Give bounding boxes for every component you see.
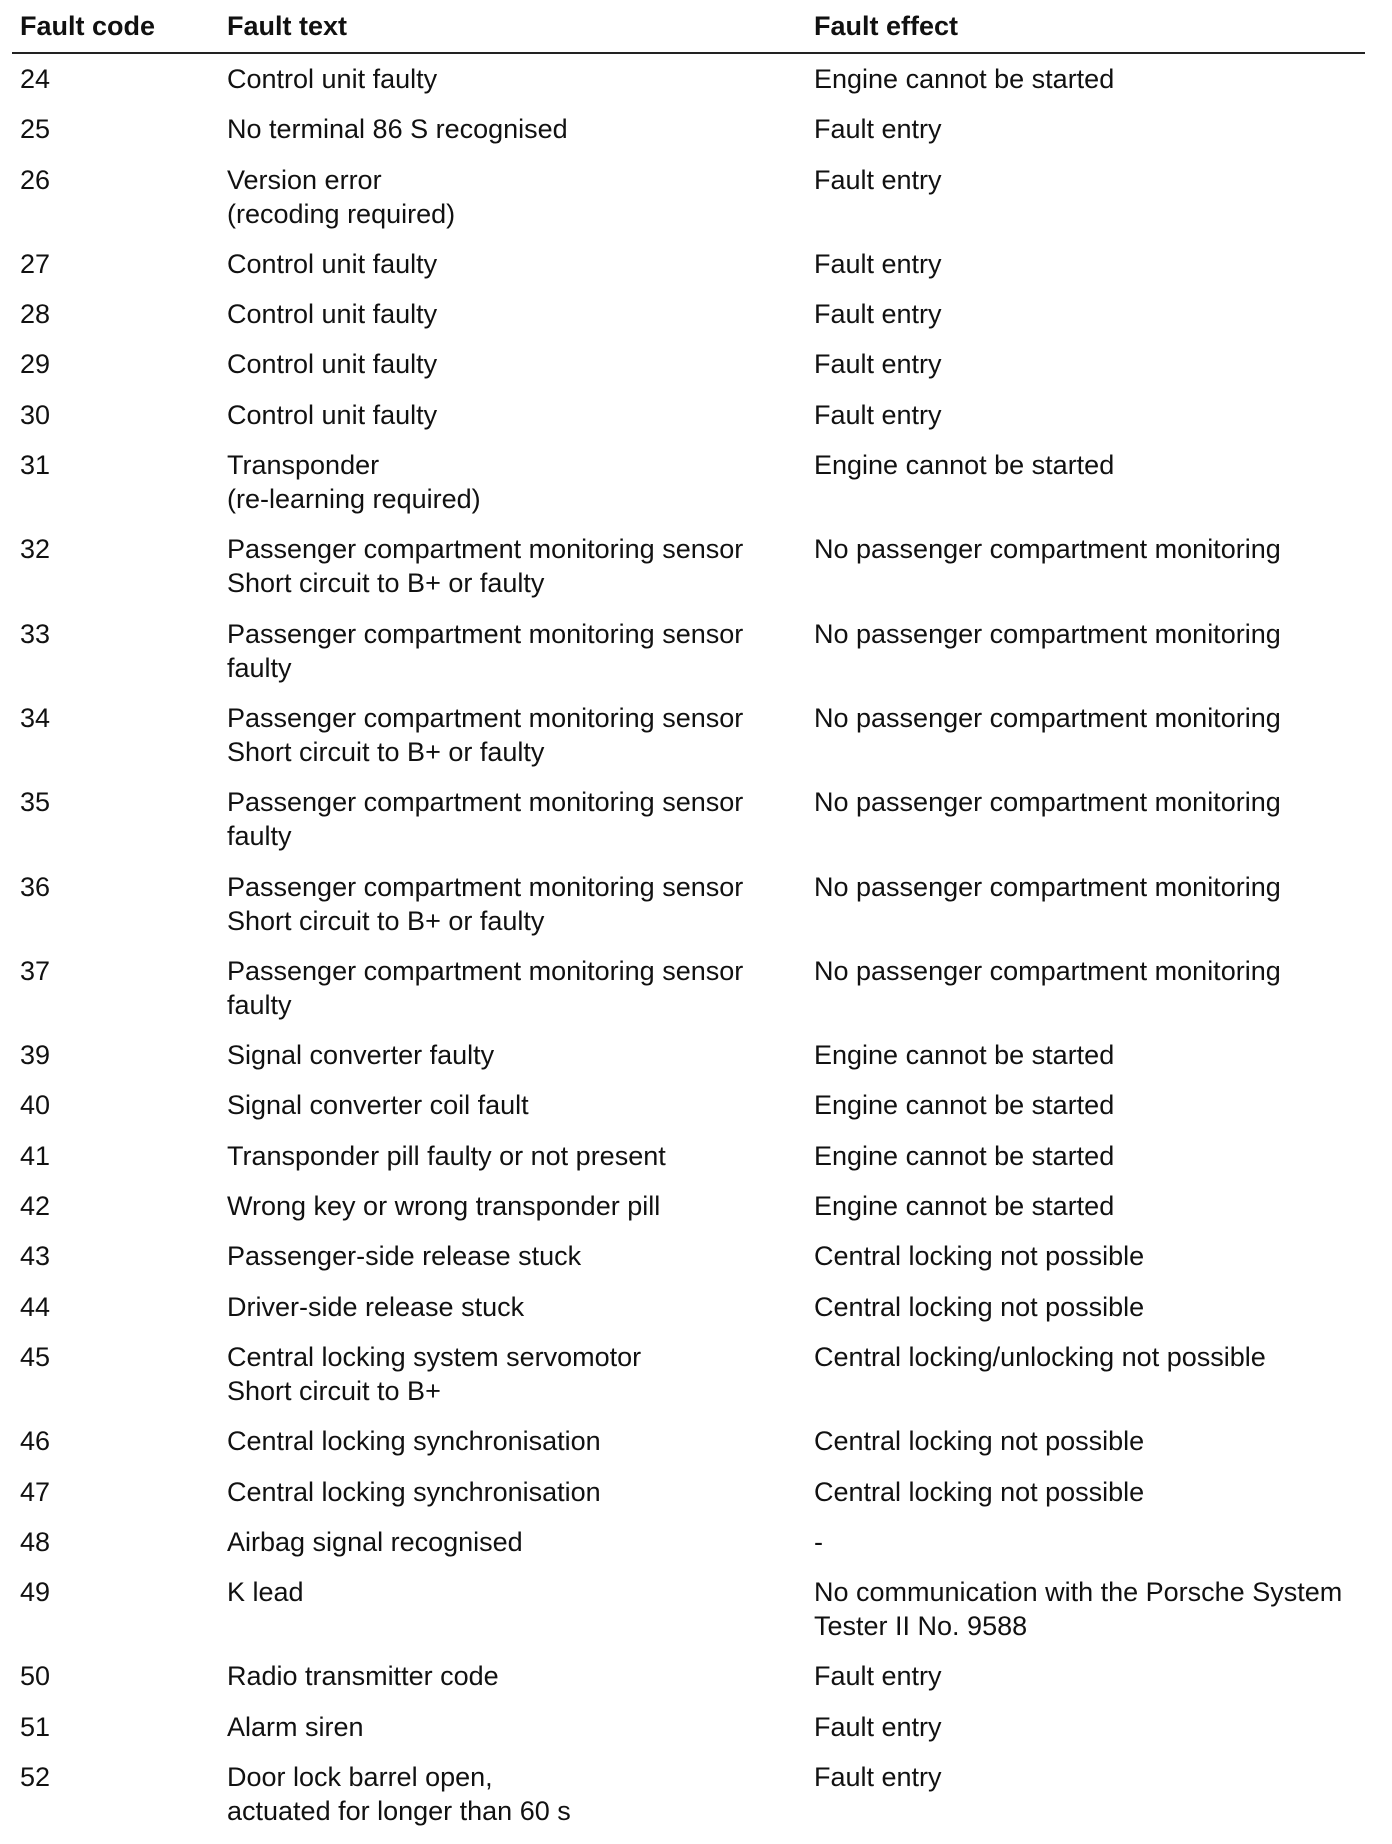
fault-effect-cell: Fault entry [814,114,942,145]
fault-effect-cell: Engine cannot be started [814,1040,1115,1071]
fault-code-cell: 30 [20,399,51,430]
fault-code-cell: 24 [20,64,51,94]
fault-text-cell: Radio transmitter code [227,1661,499,1692]
table-row [0,62,1392,112]
table-row [0,1340,1392,1424]
fault-code-cell: 34 [20,702,51,733]
fault-effect-cell: Engine cannot be started [814,1191,1115,1222]
fault-text-cell: Central locking synchronisation [227,1476,601,1507]
fault-effect-cell: Engine cannot be started [814,1140,1115,1171]
fault-code-cell: 40 [20,1090,51,1121]
fault-code-cell: 45 [20,1341,51,1372]
fault-text-cell: Control unit faulty [227,299,438,330]
fault-effect-cell: Central locking not possible [814,1426,1145,1457]
table-row [0,617,1392,701]
fault-code-cell: 44 [20,1291,51,1322]
table-row [0,532,1392,616]
fault-text-cell: Signal converter faulty [227,1040,495,1071]
fault-code-cell: 33 [20,618,51,649]
fault-effect-cell: Fault entry [814,399,942,430]
fault-code-cell: 25 [20,114,51,145]
fault-text-cell: Door lock barrel open, actuated for longer than 60 s [227,1762,571,1827]
fault-text-cell: Wrong key or wrong transponder pill [227,1191,661,1222]
fault-effect-cell: Fault entry [814,299,942,330]
fault-code-cell: 29 [20,349,51,380]
table-row [0,247,1392,297]
fault-code-cell: 48 [20,1526,51,1557]
fault-code-cell: 49 [20,1577,51,1608]
fault-text-cell: Passenger compartment monitoring sensor faulty [227,618,744,683]
table-row [0,870,1392,954]
fault-text-cell: Transponder (re-learning required) [227,450,481,515]
table-row [0,1760,1392,1844]
fault-text-cell: Transponder pill faulty or not present [227,1140,666,1171]
fault-code-cell: 43 [20,1241,51,1272]
table-row [0,1475,1392,1525]
fault-code-cell: 41 [20,1140,51,1171]
fault-effect-cell: Fault entry [814,1762,942,1793]
fault-code-cell: 36 [20,871,51,902]
table-row [0,448,1392,532]
table-header [12,0,1365,54]
fault-effect-cell: No passenger compartment monitoring [814,787,1281,818]
fault-code-cell: 42 [20,1191,51,1222]
fault-text-cell: Control unit faulty [227,349,438,380]
fault-effect-cell: No communication with the Porsche System Tester II No. 9588 [814,1577,1343,1642]
table-row [0,1239,1392,1289]
fault-effect-cell: No passenger compartment monitoring [814,534,1281,565]
table-row [0,1139,1392,1189]
fault-text-cell: Central locking system servomotor Short circuit to B+ [227,1341,642,1406]
table-row [0,785,1392,869]
fault-code-cell: 50 [20,1661,51,1692]
fault-effect-cell: Engine cannot be started [814,1090,1115,1121]
fault-code-cell: 27 [20,248,51,279]
fault-effect-cell: No passenger compartment monitoring [814,955,1281,986]
fault-code-cell: 51 [20,1711,51,1742]
table-row [0,1038,1392,1088]
table-row [0,163,1392,247]
fault-text-cell: Passenger compartment monitoring sensor Short circuit to B+ or faulty [227,534,744,599]
table-row [0,1525,1392,1575]
fault-effect-cell: Fault entry [814,248,942,279]
table-row [0,1659,1392,1709]
fault-effect-cell: Fault entry [814,1711,942,1742]
table-row [0,297,1392,347]
fault-code-cell: 52 [20,1762,51,1793]
fault-text-cell: Driver-side release stuck [227,1291,525,1322]
table-row [0,701,1392,785]
table-row [0,112,1392,162]
fault-effect-cell: Fault entry [814,1661,942,1692]
fault-text-cell: Passenger compartment monitoring sensor faulty [227,787,744,852]
fault-text-cell: Passenger compartment monitoring sensor Short circuit to B+ or faulty [227,702,744,767]
fault-code-cell: 47 [20,1476,51,1507]
fault-text-cell: Version error (recoding required) [227,164,456,229]
fault-text-cell: Passenger compartment monitoring sensor faulty [227,955,744,1020]
header-fault-effect: Fault effect [814,11,959,41]
fault-effect-cell: Central locking/unlocking not possible [814,1341,1266,1372]
fault-text-cell: No terminal 86 S recognised [227,114,568,145]
fault-code-cell: 28 [20,299,51,330]
fault-code-cell: 32 [20,534,51,565]
table-row [0,1088,1392,1138]
fault-effect-cell: No passenger compartment monitoring [814,702,1281,733]
fault-effect-cell: Engine cannot be started [814,450,1115,481]
fault-text-cell: Alarm siren [227,1711,364,1742]
fault-code-cell: 31 [20,450,51,481]
fault-effect-cell: Fault entry [814,349,942,380]
table-row [0,347,1392,397]
table-row [0,1189,1392,1239]
fault-effect-cell: No passenger compartment monitoring [814,871,1281,902]
table-row [0,1710,1392,1760]
fault-effect-cell: Central locking not possible [814,1291,1145,1322]
fault-effect-cell: - [814,1526,823,1557]
table-row [0,954,1392,1038]
fault-text-cell: K lead [227,1577,304,1608]
fault-text-cell: Central locking synchronisation [227,1426,601,1457]
header-fault-code: Fault code [20,11,156,41]
fault-text-cell: Passenger compartment monitoring sensor Short circuit to B+ or faulty [227,871,744,936]
table-row [0,1575,1392,1659]
fault-text-cell: Control unit faulty [227,248,438,279]
fault-effect-cell: Central locking not possible [814,1241,1145,1272]
fault-text-cell: Control unit faulty [227,399,438,430]
fault-text-cell: Signal converter coil fault [227,1090,529,1121]
fault-code-cell: 26 [20,164,51,195]
table-row [0,398,1392,448]
fault-effect-cell: Engine cannot be started [814,64,1115,94]
fault-effect-cell: No passenger compartment monitoring [814,618,1281,649]
fault-text-cell: Control unit faulty [227,64,438,94]
fault-code-cell: 35 [20,787,51,818]
fault-code-cell: 37 [20,955,51,986]
fault-code-cell: 46 [20,1426,51,1457]
fault-text-cell: Passenger-side release stuck [227,1241,582,1272]
table-body [0,62,1392,1844]
header-fault-text: Fault text [227,11,348,41]
table-row [0,1290,1392,1340]
fault-effect-cell: Fault entry [814,164,942,195]
fault-effect-cell: Central locking not possible [814,1476,1145,1507]
fault-code-cell: 39 [20,1040,51,1071]
table-row [0,1424,1392,1474]
fault-text-cell: Airbag signal recognised [227,1526,523,1557]
